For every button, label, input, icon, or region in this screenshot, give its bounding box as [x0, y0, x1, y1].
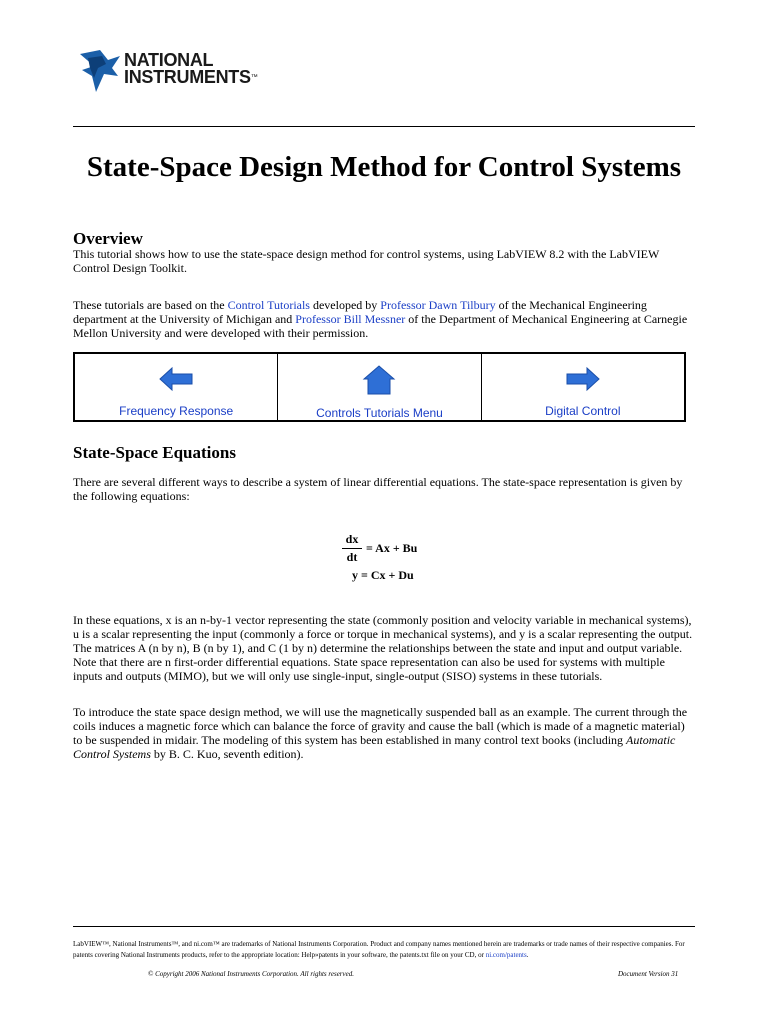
nav-prev-cell[interactable]: [75, 354, 278, 420]
copyright: © Copyright 2006 National Instruments Corporation. All rights reserved.: [148, 970, 354, 978]
frequency-response-link[interactable]: Frequency Response: [119, 404, 234, 418]
state-space-equations: [340, 530, 460, 590]
document-version: Document Version 31: [618, 970, 679, 978]
overview-heading: Overview: [73, 229, 143, 248]
overview-paragraph-2: [73, 298, 695, 340]
text-run: of the Mechanical Engineering department at the University of Michigan and: [73, 298, 647, 326]
footer-legal: [73, 939, 695, 961]
state-space-paragraph-2: In these equations, x is an n-by-1 vector representing the state (commonly position and velocity variable in mechanical systems), u is a scalar representing the input (commonly a force or torque in mechanical systems), and y is a scalar representing the output. The matrices A (n by n), B (n by 1), and C (1 by n) determine the relationships between the state and input and output variable. Note that there are n first-order differential equations. State space representation can also be used for systems with multiple inputs and outputs (MIMO), but we will only use single-input, single-output (SISO) systems in these tutorials.: [73, 613, 693, 683]
nav-next-cell[interactable]: [482, 354, 684, 420]
nav-menu-cell[interactable]: [278, 354, 481, 420]
logo-tm: ™: [250, 74, 258, 81]
state-space-paragraph-1: There are several different ways to describe a system of linear differential equations. The state-space representation is given by the following equations:: [73, 475, 683, 503]
home-icon[interactable]: [362, 364, 396, 396]
eq-line-2: y = Cx + Du: [352, 568, 414, 582]
text-run: To introduce the state space design method, we will use the magnetically suspended ball as an example. The current through the coils induces a magnetic force which can balance the force of gravity and cause the ball (which is made of a magnetic material) to be suspended in midair. The modeling of this system has been established in many control text books (including: [73, 705, 688, 747]
dawn-tilbury-link[interactable]: Professor Dawn Tilbury: [380, 298, 496, 312]
text-run: by B. C. Kuo, seventh edition).: [150, 747, 304, 761]
digital-control-link[interactable]: Digital Control: [545, 404, 621, 418]
bill-messner-link[interactable]: Professor Bill Messner: [295, 312, 406, 326]
national-instruments-logo: [78, 46, 278, 96]
text-run: .: [526, 951, 529, 959]
logo-line-2: INSTRUMENTS: [124, 67, 251, 87]
state-space-section: [73, 443, 236, 463]
header-rule: [73, 126, 695, 127]
text-run: These tutorials are based on the: [73, 298, 228, 312]
logo-wordmark: [124, 52, 257, 86]
eq-numerator: dx: [345, 532, 359, 546]
book-title: Automatic Control Systems: [73, 733, 676, 761]
state-space-heading: State-Space Equations: [73, 443, 236, 462]
logo-line-1: NATIONAL: [124, 50, 214, 70]
state-space-paragraph-3: [73, 705, 695, 761]
eagle-logo-icon: [78, 46, 122, 96]
page-title: State-Space Design Method for Control Systems: [86, 151, 682, 183]
text-run: developed by: [309, 298, 381, 312]
right-arrow-icon[interactable]: [565, 366, 601, 392]
control-tutorials-link[interactable]: Control Tutorials: [227, 298, 310, 312]
tutorial-nav-table: [73, 352, 686, 422]
text-run: of the Department of Mechanical Engineering at Carnegie Mellon University and were developed with their permission.: [73, 312, 688, 340]
patents-link[interactable]: ni.com/patents: [485, 951, 527, 959]
text-run: LabVIEW™, National Instruments™, and ni.com™ are trademarks of National Instruments Corporation. Product and company names mentioned herein are trademarks or trade names of their respective companies. For patents covering National Instruments products, refer to the appropriate location: Help»patents in your software, the patents.txt file on your CD, or: [73, 940, 685, 959]
overview-paragraph-1: This tutorial shows how to use the state-space design method for control systems, using LabVIEW 8.2 with the LabVIEW Control Design Toolkit.: [73, 247, 660, 275]
overview-section: [73, 229, 143, 249]
controls-tutorials-menu-link[interactable]: Controls Tutorials Menu: [316, 406, 443, 420]
eq-rhs-1: = Ax + Bu: [366, 541, 418, 555]
footer-rule: [73, 926, 695, 927]
left-arrow-icon[interactable]: [158, 366, 194, 392]
eq-denominator: dt: [346, 550, 358, 564]
